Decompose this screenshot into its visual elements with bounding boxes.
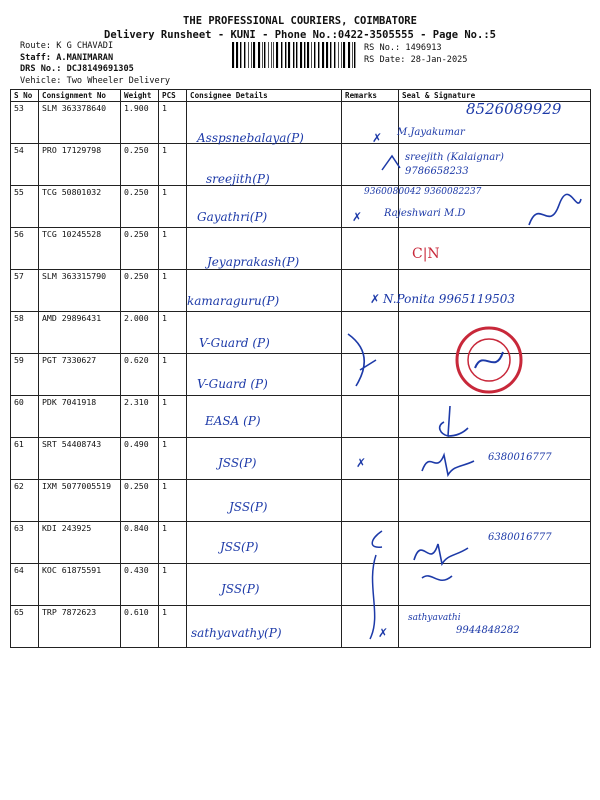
cell-weight: 0.250 <box>121 270 159 312</box>
cross-mark: ✗ <box>372 131 383 145</box>
cell-weight: 1.900 <box>121 102 159 144</box>
staff-label: Staff: A.MANIMARAN <box>20 52 114 63</box>
cell-weight: 0.250 <box>121 480 159 522</box>
cell-pcs: 1 <box>159 354 187 396</box>
signature-scribble <box>342 330 382 390</box>
cell-signature <box>399 144 591 186</box>
cell-signature <box>399 480 591 522</box>
cell-consignment: PGT 7330627 <box>39 354 121 396</box>
handwritten-signature-55: Rajeshwari M.D <box>384 208 466 219</box>
cell-sno: 59 <box>11 354 39 396</box>
runsheet-header <box>0 14 600 42</box>
handwritten-consignee-61: JSS(P) <box>218 456 257 470</box>
cell-consignment: AMD 29896431 <box>39 312 121 354</box>
cell-consignment: IXM 5077005519 <box>39 480 121 522</box>
handwritten-consignee-59: V-Guard (P) <box>197 377 268 391</box>
cell-pcs: 1 <box>159 480 187 522</box>
handwritten-signature-54: sreejith (Kalaignar) <box>405 152 504 163</box>
handwritten-phone: 8526089929 <box>466 100 562 118</box>
cell-consignment: SRT 54408743 <box>39 438 121 480</box>
vehicle-label: Vehicle: Two Wheeler Delivery <box>20 75 171 86</box>
cell-pcs: 1 <box>159 270 187 312</box>
signature-scribble <box>430 402 470 442</box>
barcode-image <box>232 42 357 68</box>
handwritten-phone-54: 9786658233 <box>405 166 469 177</box>
handwritten-consignee-63: JSS(P) <box>220 540 259 554</box>
cell-sno: 62 <box>11 480 39 522</box>
signature-scribble <box>362 525 392 645</box>
handwritten-phone-61: 6380016777 <box>488 452 552 463</box>
cell-weight: 2.310 <box>121 396 159 438</box>
handwritten-phone-63: 6380016777 <box>488 532 552 543</box>
col-consignment: Consignment No <box>39 90 121 102</box>
handwritten-consignee-58: V-Guard (P) <box>199 336 270 350</box>
cell-consignment: PRO 17129798 <box>39 144 121 186</box>
rs-date: RS Date: 28-Jan-2025 <box>364 55 468 65</box>
cell-remarks <box>342 480 399 522</box>
cell-sno: 61 <box>11 438 39 480</box>
handwritten-signature-57: N.Ponita 9965119503 <box>383 292 516 306</box>
cell-weight: 0.610 <box>121 606 159 648</box>
cell-consignment: TRP 7872623 <box>39 606 121 648</box>
signature-scribble <box>408 530 488 590</box>
cell-consignment: TCG 10245528 <box>39 228 121 270</box>
cell-pcs: 1 <box>159 396 187 438</box>
cell-pcs: 1 <box>159 102 187 144</box>
cross-mark: ✗ <box>356 456 367 470</box>
cell-weight: 0.250 <box>121 228 159 270</box>
cell-sno: 53 <box>11 102 39 144</box>
handwritten-phone-65: 9944848282 <box>456 625 520 636</box>
cell-consignment: TCG 50801032 <box>39 186 121 228</box>
cell-weight: 0.430 <box>121 564 159 606</box>
signature-scribble <box>418 445 478 480</box>
handwritten-consignee-55: Gayathri(P) <box>197 210 268 224</box>
cell-pcs: 1 <box>159 186 187 228</box>
cell-remarks <box>342 102 399 144</box>
col-consignee: Consignee Details <box>187 90 342 102</box>
cell-pcs: 1 <box>159 606 187 648</box>
cell-consignee <box>187 564 342 606</box>
handwritten-consignee-65: sathyavathy(P) <box>191 626 282 640</box>
route-info <box>20 41 170 87</box>
cell-remarks <box>342 396 399 438</box>
col-signature: Seal & Signature <box>399 90 591 102</box>
cross-mark: ✗ <box>370 292 381 306</box>
cell-weight: 0.840 <box>121 522 159 564</box>
cell-pcs: 1 <box>159 438 187 480</box>
cell-weight: 0.490 <box>121 438 159 480</box>
cell-weight: 0.250 <box>121 186 159 228</box>
runsheet-subtitle: Delivery Runsheet - KUNI - Phone No.:0422-3505555 - Page No.:5 <box>104 29 496 41</box>
cell-weight: 0.250 <box>121 144 159 186</box>
route-label: Route: K G CHAVADI <box>20 41 114 51</box>
cell-remarks <box>342 228 399 270</box>
handwritten-consignee-62: JSS(P) <box>229 500 268 514</box>
signature-scribble <box>380 150 410 180</box>
cell-consignment: KDI 243925 <box>39 522 121 564</box>
col-remarks: Remarks <box>342 90 399 102</box>
col-pcs: PCS <box>159 90 187 102</box>
cell-sno: 63 <box>11 522 39 564</box>
handwritten-consignee-57: kamaraguru(P) <box>187 294 280 308</box>
cell-sno: 65 <box>11 606 39 648</box>
cell-consignee <box>187 438 342 480</box>
signature-scribble <box>525 195 585 235</box>
rs-info <box>364 42 467 66</box>
col-weight: Weight <box>121 90 159 102</box>
col-sno: S No <box>11 90 39 102</box>
handwritten-consignee-56: Jeyaprakash(P) <box>207 255 300 269</box>
cell-remarks <box>342 438 399 480</box>
rs-number: RS No.: 1496913 <box>364 43 442 53</box>
cell-signature <box>399 396 591 438</box>
table-row <box>11 396 591 438</box>
cell-sno: 57 <box>11 270 39 312</box>
cell-weight: 0.620 <box>121 354 159 396</box>
drs-label: DRS No.: DCJ8149691305 <box>20 64 134 74</box>
table-row <box>11 480 591 522</box>
cell-sno: 60 <box>11 396 39 438</box>
table-row <box>11 186 591 228</box>
handwritten-signature-65: sathyavathi <box>408 613 461 623</box>
cell-consignment: SLM 363378640 <box>39 102 121 144</box>
handwritten-consignee-53: Asspsnebalaya(P) <box>197 131 304 145</box>
company-title: THE PROFESSIONAL COURIERS, COIMBATORE <box>183 15 417 27</box>
cross-mark: ✗ <box>378 626 389 640</box>
cell-pcs: 1 <box>159 228 187 270</box>
cell-sno: 58 <box>11 312 39 354</box>
cross-mark: ✗ <box>352 210 363 224</box>
cell-weight: 2.000 <box>121 312 159 354</box>
table-row <box>11 144 591 186</box>
cell-pcs: 1 <box>159 144 187 186</box>
table-row <box>11 564 591 606</box>
company-seal-stamp <box>455 326 523 394</box>
handwritten-remark-56: C|N <box>412 246 440 262</box>
cell-consignment: KOC 61875591 <box>39 564 121 606</box>
cell-consignment: SLM 363315790 <box>39 270 121 312</box>
handwritten-consignee-54: sreejith(P) <box>206 172 270 186</box>
table-row <box>11 228 591 270</box>
handwritten-signature-53: M.Jayakumar <box>397 127 465 138</box>
cell-consignment: PDK 7041918 <box>39 396 121 438</box>
cell-pcs: 1 <box>159 564 187 606</box>
cell-sno: 64 <box>11 564 39 606</box>
handwritten-phone-55: 9360080042 9360082237 <box>364 187 482 197</box>
cell-sno: 54 <box>11 144 39 186</box>
cell-sno: 56 <box>11 228 39 270</box>
cell-pcs: 1 <box>159 312 187 354</box>
cell-sno: 55 <box>11 186 39 228</box>
handwritten-consignee-64: JSS(P) <box>221 582 260 596</box>
handwritten-consignee-60: EASA (P) <box>205 414 261 428</box>
cell-consignee <box>187 522 342 564</box>
cell-pcs: 1 <box>159 522 187 564</box>
